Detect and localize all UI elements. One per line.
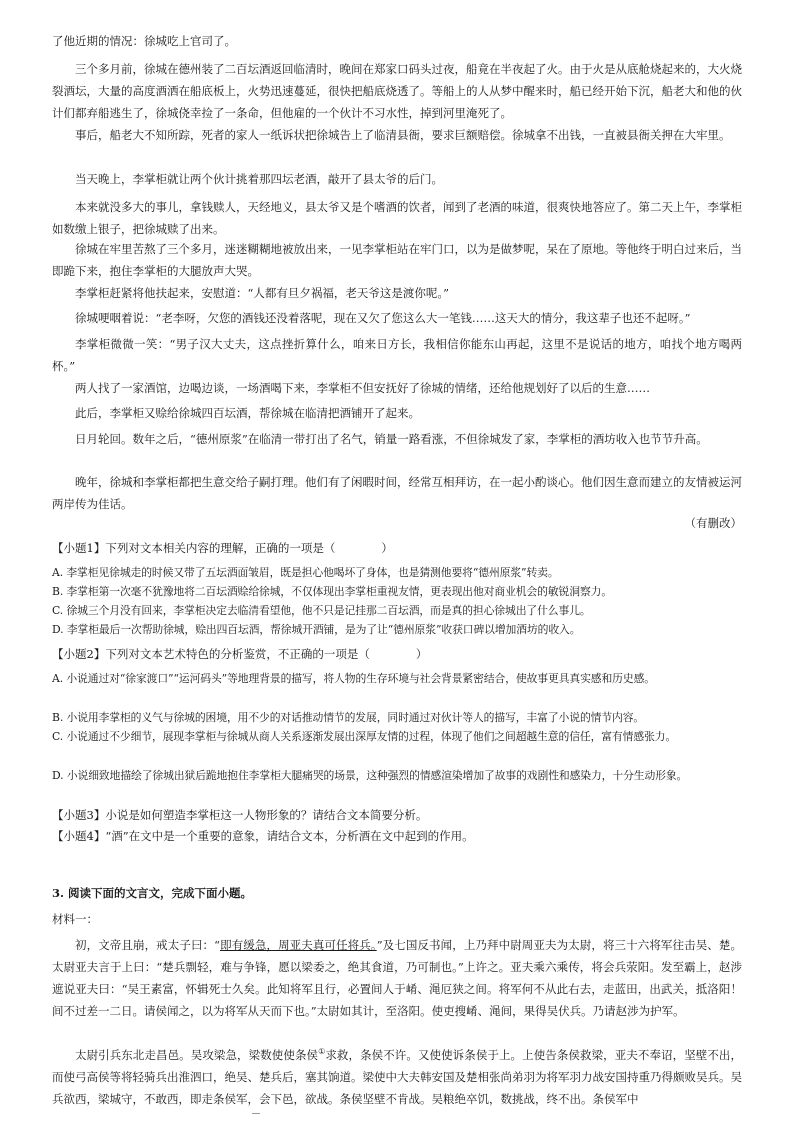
- material-label: 材料一：: [52, 912, 98, 926]
- classical-text: 初，文帝且崩，戒太子曰：“: [75, 938, 221, 952]
- passage-paragraph: 两人找了一家酒馆，边喝边谈，一场酒喝下来，李掌柜不但安抚好了徐城的情绪，还给他规划好了以后的生意……: [75, 381, 650, 395]
- source-note: （有删改）: [684, 516, 742, 530]
- passage-paragraph: 三个多月前，徐城在德州装了二百坛酒返回临清时，晚间在郑家口码头过夜，船竟在半夜起了火。由于火是从底舱烧起来的，大火烧裂酒坛，大量的高度酒洒在船底板上，火势迅速蔓延，很快把船底烧透了。等船上的人从梦中醒来时，船已经开始下沉，船老大和他的伙计们都弃船逃生了，徐城侥幸捡了一条命，但他雇的一个伙计不习水性，掉到河里淹死了。: [52, 62, 742, 120]
- classical-text: 求救，条侯不许。又使使诉条侯于上。上使告条侯救梁，亚夫不奉诏，坚壁不出，而使弓高侯等将轻骑兵出淮泗口，绝吴、楚兵后，塞其饷道。梁使中大夫韩安国及楚相张尚弟羽为将军羽力战安国持重乃得颇败吴兵。吴兵欲西，梁城守，不敢西，即走条侯军，会下邑，欲战。条侯坚壁不肯战。吴粮绝卒饥，数挑战，终不出。条侯军中: [52, 1047, 742, 1106]
- passage-paragraph: 日月轮回。数年之后，“德州原浆”在临清一带打出了名气，销量一路看涨，不但徐城发了家，李掌柜的酒坊收入也节节升高。: [75, 432, 708, 446]
- question-1-option-b: B. 李掌柜第一次毫不犹豫地将二百坛酒赊给徐城，不仅体现出李掌柜重视友情，更表现出他对商业机会的敏锐洞察力。: [52, 585, 613, 598]
- question-4-stem: 【小题4】“酒”在文中是一个重要的意象，请结合文本，分析酒在文中起到的作用。: [52, 829, 474, 843]
- passage-paragraph: 徐城哽咽着说：“老李呀，欠您的酒钱还没着落呢，现在又欠了您这么大一笔钱……这天大的情分，我这辈子也还不起呀。”: [75, 311, 691, 325]
- question-1-stem: 【小题1】下列对文本相关内容的理解，正确的一项是（ ）: [52, 541, 393, 555]
- passage-paragraph: 李掌柜赶紧将他扶起来，安慰道：“人都有旦夕祸福，老天爷这是渡你呢。”: [75, 286, 450, 300]
- question-1-option-c: C. 徐城三个月没有回来，李掌柜决定去临清看望他，他不只是记挂那二百坛酒，而是真的担心徐城出了什么事儿。: [52, 604, 591, 617]
- question-2-option-c: C. 小说通过不少细节，展现李掌柜与徐城从商人关系逐渐发展出深厚友情的过程，体现了他们之间超越生意的信任，富有情感张力。: [52, 730, 677, 743]
- passage-paragraph: 徐城在牢里苦熬了三个多月，迷迷糊糊地被放出来，一见李掌柜站在牢门口，以为是做梦呢，呆在了原地。等他终于明白过来后，当即跪下来，抱住李掌柜的大腿放声大哭。: [52, 242, 742, 278]
- question-3-stem: 【小题3】小说是如何塑造李掌柜这一人物形象的？请结合文本简要分析。: [52, 808, 428, 822]
- passage-paragraph: 当天晚上，李掌柜就让两个伙计挑着那四坛老酒，敲开了县太爷的后门。: [75, 172, 443, 186]
- classical-text: 太尉引兵东北走昌邑。吴攻梁急，梁数使使条侯: [75, 1047, 319, 1062]
- classical-paragraph-2: [52, 1041, 742, 1110]
- section-3-heading: 3. 阅读下面的文言文，完成下面小题。: [52, 886, 253, 900]
- question-2-stem: 【小题2】下列对文本艺术特色的分析鉴赏，不正确的一项是（ ）: [52, 647, 428, 661]
- passage-paragraph: 晚年，徐城和李掌柜都把生意交给子嗣打理。他们有了闲暇时间，经常互相拜访，在一起小酌谈心。他们因生意而建立的友情被运河两岸传为佳话。: [52, 475, 742, 511]
- passage-paragraph: 事后，船老大不知所踪，死者的家人一纸诉状把徐城告上了临清县衙，要求巨额赔偿。徐城拿不出钱，一直被县衙关押在大牢里。: [75, 128, 731, 142]
- footnote-marker: ①: [318, 1047, 326, 1056]
- classical-text: ”及七国反书闻，上乃拜中尉周亚夫为太尉，将三十六将军往击吴、楚。太尉亚夫言于上曰：“楚兵剽轻，难与争锋，愿以梁委之，绝其食道，乃可制也。”上许之。亚夫乘六乘传，将会兵荥阳。发至霸上，赵涉遮说亚夫曰：“吴王素富，怀辑死士久矣。此知将军且行，必置间人于崤、渑厄狭之间。将军何不从此右去，走蓝田，出武关，抵洛阳！间不过差一二日。请侯闻之，以为将军从天而下也。”太尉如其计，至洛阳。使吏搜崤、渑间，果得吴伏兵。乃请赵涉为护军。: [52, 938, 742, 1018]
- question-2-option-b: B. 小说用李掌柜的义气与徐城的困境，用不少的对话推动情节的发展，同时通过对伙计等人的描写，丰富了小说的情节内容。: [52, 711, 645, 724]
- question-2-option-a: A. 小说通过对“徐家渡口”“运河码头”等地理背景的描写，将人物的生存环境与社会背景紧密结合，使故事更具真实感和历史感。: [52, 672, 655, 685]
- passage-paragraph: 此后，李掌柜又赊给徐城四百坛酒，帮徐城在临清把酒铺开了起来。: [75, 406, 420, 420]
- question-2-option-d: D. 小说细致地描绘了徐城出狱后跪地抱住李掌柜大腿痛哭的场景，这种强烈的情感渲染增加了故事的戏剧性和感染力，十分生动形象。: [52, 769, 688, 782]
- question-1-option-a: A. 李掌柜见徐城走的时候又带了五坛酒面皱眉，既是担心他喝坏了身体，也是猜测他要将“德州原浆”转卖。: [52, 566, 559, 579]
- question-1-option-d: D. 李掌柜最后一次帮助徐城，赊出四百坛酒，帮徐城开酒铺，是为了让“德州原浆”收获口碑以增加酒坊的收入。: [52, 623, 581, 636]
- passage-paragraph: 本来就没多大的事儿，拿钱赎人，天经地义，县太爷又是个嗜酒的饮者，闻到了老酒的味道，很爽快地答应了。第二天上午，李掌柜如数缴上银子，把徐城赎了出来。: [52, 200, 742, 236]
- passage-paragraph: 李掌柜微微一笑：“男子汉大丈夫，这点挫折算什么，咱来日方长，我相信你能东山再起，这里不是说话的地方，咱找个地方喝两杯。”: [52, 337, 742, 373]
- footer-mark: [252, 1113, 260, 1120]
- passage-paragraph: 了他近期的情况：徐城吃上官司了。: [52, 34, 236, 48]
- classical-paragraph-1: [52, 934, 742, 1022]
- underlined-sentence: 即有缓急，周亚夫真可任将兵。: [220, 938, 377, 952]
